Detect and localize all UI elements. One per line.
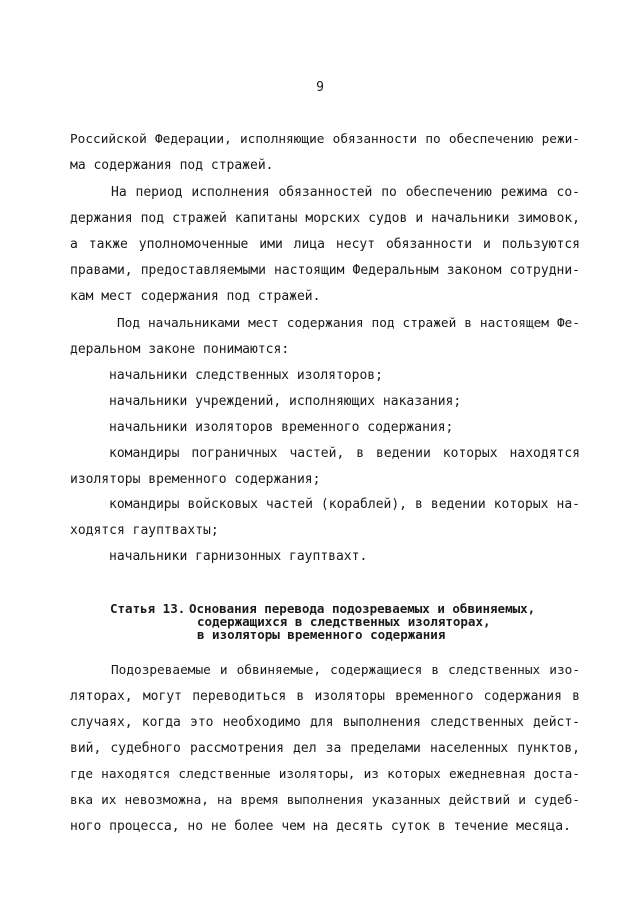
text-line: Подозреваемые и обвиняемые, содержащиеся в следственных изо- xyxy=(111,663,580,678)
text-line: правами, предоставляемыми настоящим Федеральным законом сотрудни- xyxy=(70,263,580,278)
text-line: а также уполномоченные ими лица несут обязанности и пользуются xyxy=(70,237,580,252)
text-line: вий, судебного рассмотрения дел за пределами населенных пунктов, xyxy=(70,741,580,756)
text-line: Российской Федерации, исполняющие обязанности по обеспечению режи- xyxy=(70,132,580,147)
page-number: 9 xyxy=(316,80,324,95)
article-title-line: в изоляторы временного содержания xyxy=(197,627,446,642)
text-line: ляторах, могут переводиться в изоляторы временного содержания в xyxy=(70,689,580,704)
article-title-line: содержащихся в следственных изоляторах, xyxy=(197,614,491,629)
list-item: начальники учреждений, исполняющих наказания; xyxy=(109,394,462,409)
text-line: На период исполнения обязанностей по обеспечению режима со- xyxy=(111,185,580,200)
article-title-line: Основания перевода подозреваемых и обвиняемых, xyxy=(189,601,536,616)
text-line: кам мест содержания под стражей. xyxy=(70,289,321,304)
text-line: вка их невозможна, на время выполнения указанных действий и судеб- xyxy=(70,793,580,808)
list-item: командиры войсковых частей (кораблей), в ведении которых на- xyxy=(109,497,580,512)
list-item: командиры пограничных частей, в ведении которых находятся xyxy=(109,446,580,461)
text-line: Под начальниками мест содержания под стражей в настоящем Фе- xyxy=(117,316,580,331)
list-item: начальники следственных изоляторов; xyxy=(109,368,383,383)
text-line: случаях, когда это необходимо для выполнения следственных дейст- xyxy=(70,715,580,730)
text-line: держания под стражей капитаны морских судов и начальники зимовок, xyxy=(70,211,580,226)
article-label: Статья 13. xyxy=(110,601,186,616)
list-item: ходятся гауптвахты; xyxy=(70,523,219,538)
list-item: начальники изоляторов временного содержания; xyxy=(109,420,454,435)
text-line: где находятся следственные изоляторы, из которых ежедневная доста- xyxy=(70,767,580,782)
text-line: деральном законе понимаются: xyxy=(70,342,290,357)
list-item: начальники гарнизонных гауптвахт. xyxy=(109,549,368,564)
text-line: ного процесса, но не более чем на десять суток в течение месяца. xyxy=(70,819,571,834)
list-item: изоляторы временного содержания; xyxy=(70,472,321,487)
text-line: ма содержания под стражей. xyxy=(70,158,274,173)
